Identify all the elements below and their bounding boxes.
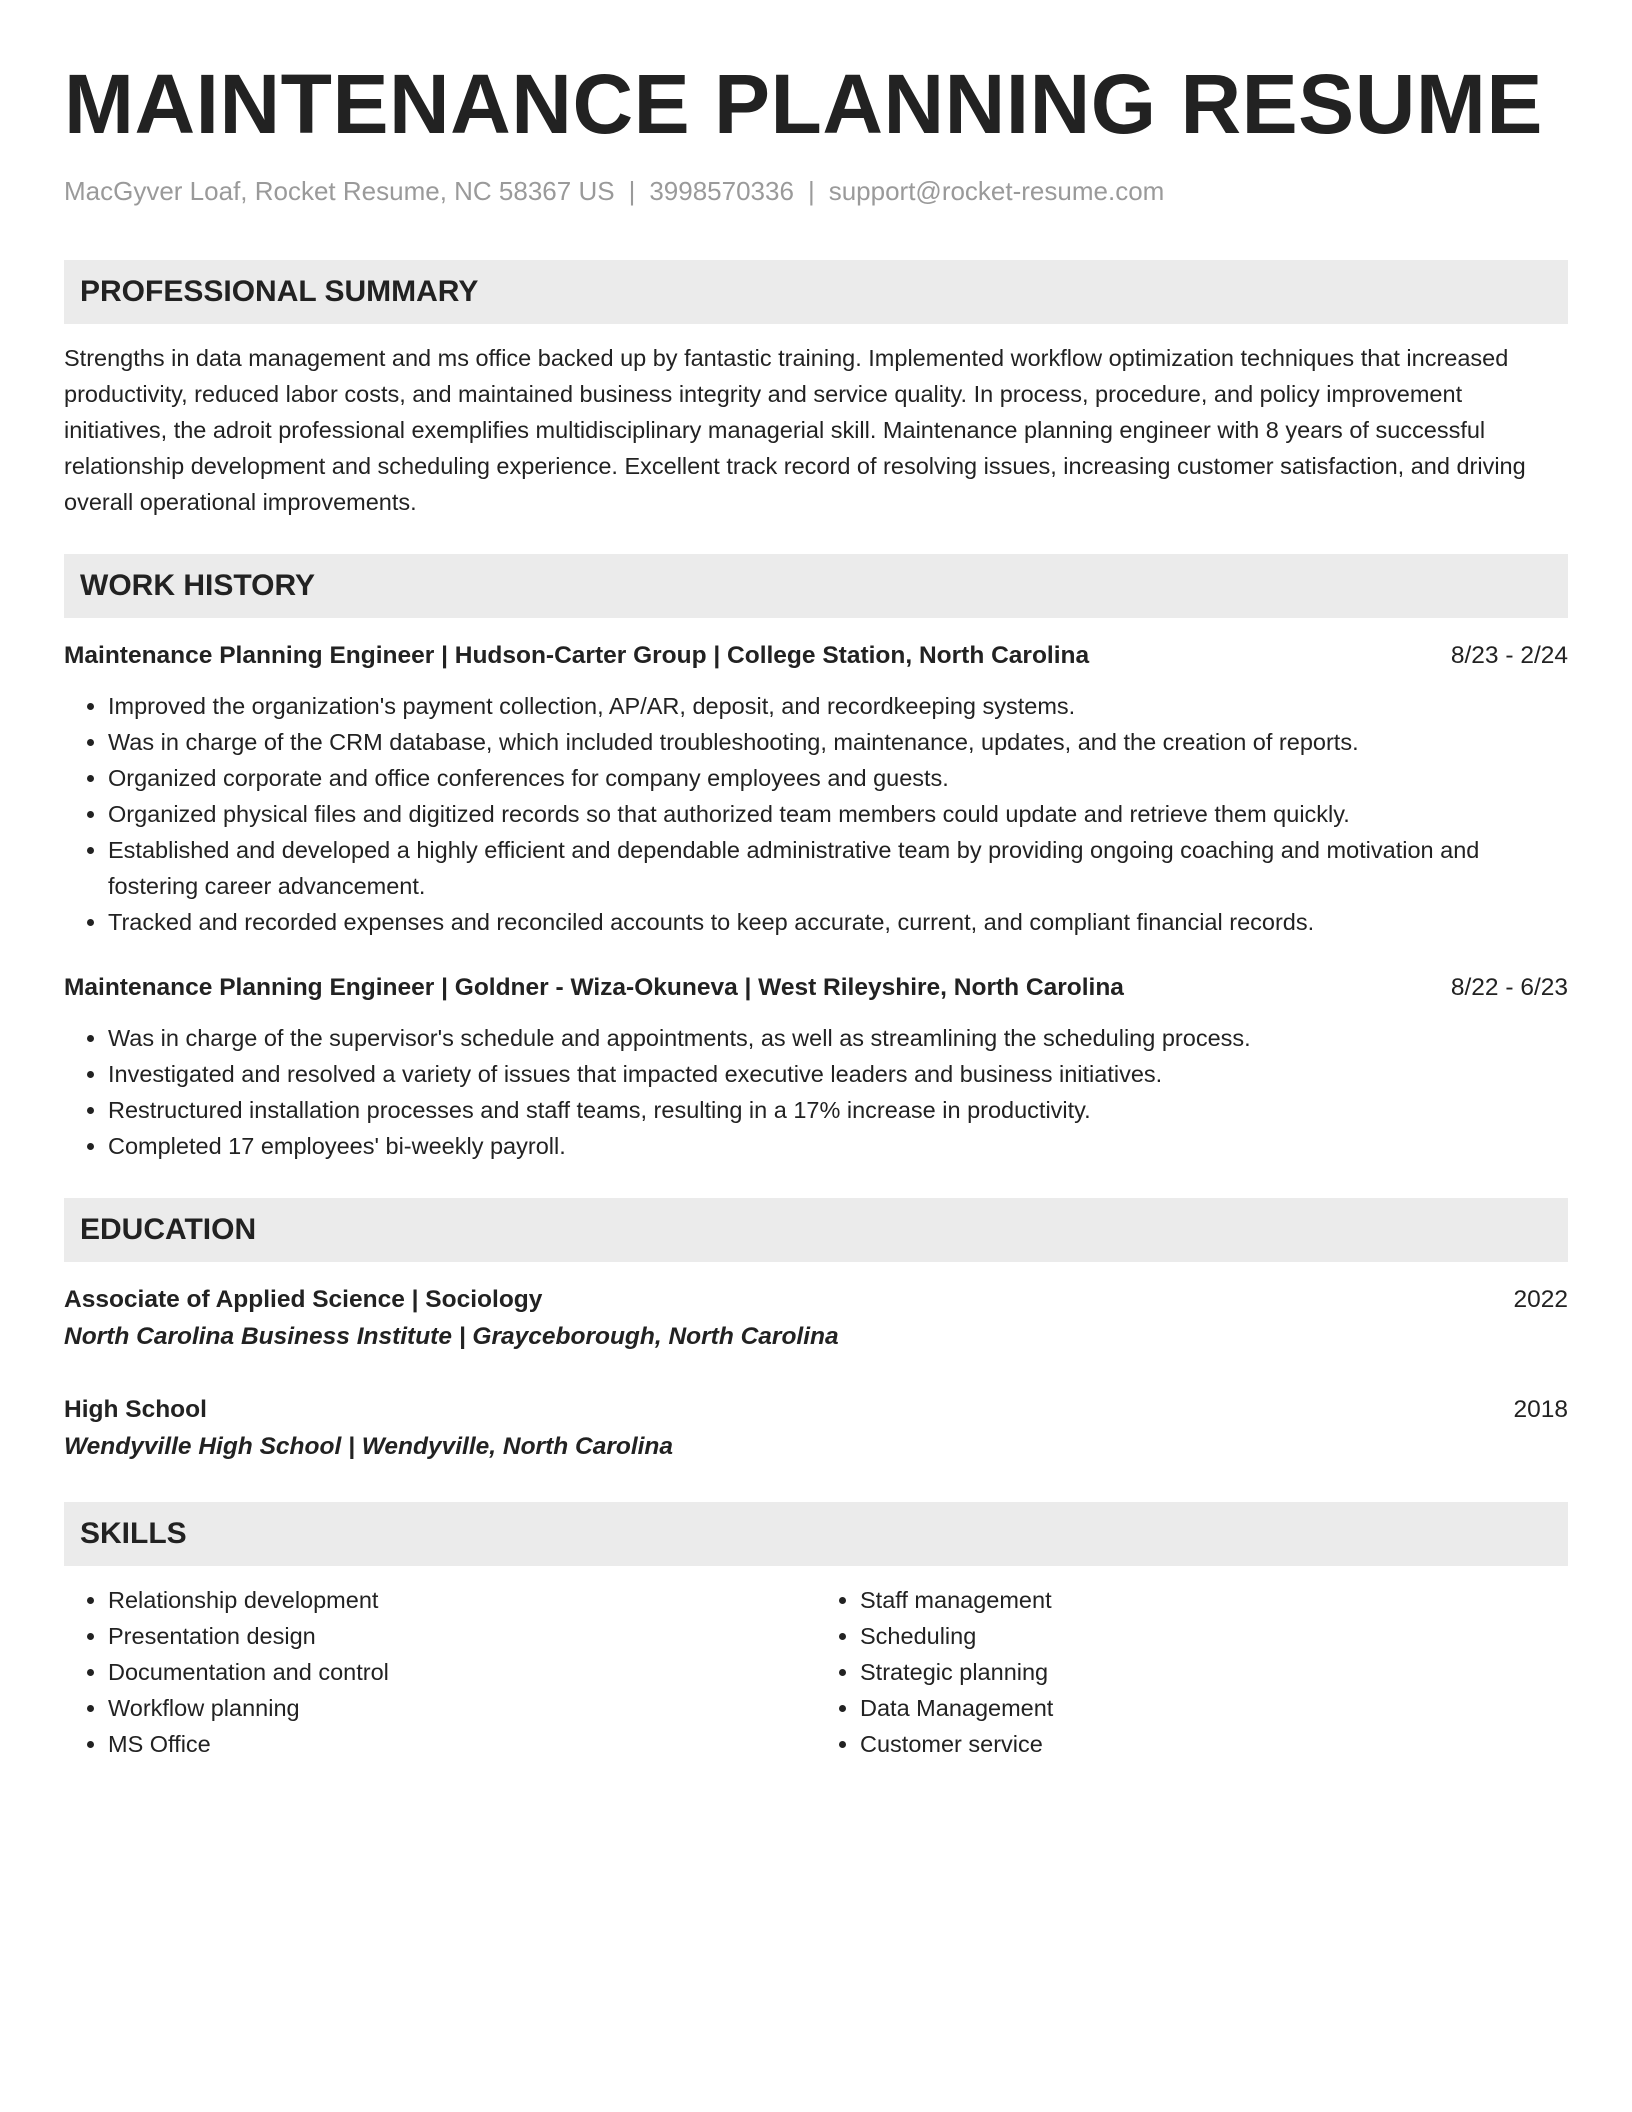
skill-item: • Presentation design bbox=[108, 1618, 816, 1654]
job-title: Maintenance Planning Engineer | Hudson-Carter Group | College Station, North Carolina bbox=[64, 642, 1090, 669]
education-school: Wendyville High School | Wendyville, North Carolina bbox=[64, 1433, 674, 1460]
summary-text: Strengths in data management and ms office backed up by fantastic training. Implemented workflow optimization techniques that increased productivity, reduced labor costs, and maintained business integrity and service quality. In process, procedure, and policy improvement initiatives, the adroit professional exemplifies multidisciplinary managerial skill. Maintenance planning engineer with 8 years of successful relationship development and scheduling experience. Excellent track record of resolving issues, increasing customer satisfaction, and driving overall operational improvements. bbox=[64, 345, 1526, 515]
job-bullet: • Was in charge of the CRM database, which included troubleshooting, maintenance, updates, and the creation of reports. bbox=[108, 724, 1568, 760]
education-year: 2018 bbox=[1513, 1396, 1568, 1423]
skill-item: • Data Management bbox=[860, 1690, 1568, 1726]
skill-item: • Strategic planning bbox=[860, 1654, 1568, 1690]
contact-line bbox=[64, 174, 1568, 208]
job-dates: 8/22 - 6/23 bbox=[1450, 974, 1568, 1001]
section-header-summary: PROFESSIONAL SUMMARY bbox=[64, 260, 1568, 324]
page-title: MAINTENANCE PLANNING RESUME bbox=[64, 57, 1543, 151]
job-header bbox=[64, 970, 1568, 1006]
skill-item: • Workflow planning bbox=[108, 1690, 816, 1726]
job-bullet: • Organized physical files and digitized records so that authorized team members could update and retrieve them quickly. bbox=[108, 796, 1568, 832]
job-bullet: • Completed 17 employees' bi-weekly payroll. bbox=[108, 1128, 1568, 1164]
skills-columns bbox=[64, 1582, 1568, 1762]
skills-list-left bbox=[64, 1582, 816, 1762]
job-bullets bbox=[64, 688, 1568, 940]
education-entry bbox=[64, 1392, 1568, 1466]
contact-separator: | bbox=[807, 176, 815, 206]
job-entry bbox=[64, 970, 1568, 1164]
job-bullet: • Organized corporate and office conferences for company employees and guests. bbox=[108, 760, 1568, 796]
contact-address: MacGyver Loaf, Rocket Resume, NC 58367 US bbox=[64, 176, 615, 206]
section-header-skills: SKILLS bbox=[64, 1502, 1568, 1566]
skill-item: • Relationship development bbox=[108, 1582, 816, 1618]
education-header bbox=[64, 1392, 1568, 1428]
skill-item: • MS Office bbox=[108, 1726, 816, 1762]
contact-separator: | bbox=[628, 176, 636, 206]
section-header-education: EDUCATION bbox=[64, 1198, 1568, 1262]
job-bullet: • Restructured installation processes and staff teams, resulting in a 17% increase in productivity. bbox=[108, 1092, 1568, 1128]
section-header-work-history: WORK HISTORY bbox=[64, 554, 1568, 618]
education-entry bbox=[64, 1282, 1568, 1356]
job-bullet: • Improved the organization's payment collection, AP/AR, deposit, and recordkeeping systems. bbox=[108, 688, 1568, 724]
job-header bbox=[64, 638, 1568, 674]
job-bullet: • Tracked and recorded expenses and reconciled accounts to keep accurate, current, and compliant financial records. bbox=[108, 904, 1568, 940]
contact-phone: 3998570336 bbox=[649, 176, 794, 206]
education-header bbox=[64, 1282, 1568, 1318]
job-bullet: • Investigated and resolved a variety of issues that impacted executive leaders and business initiatives. bbox=[108, 1056, 1568, 1092]
skills-list-right bbox=[816, 1582, 1568, 1762]
job-bullet: • Established and developed a highly efficient and dependable administrative team by providing ongoing coaching and motivation and fostering career advancement. bbox=[108, 832, 1568, 904]
job-title: Maintenance Planning Engineer | Goldner - Wiza-Okuneva | West Rileyshire, North Carolina bbox=[64, 974, 1124, 1001]
skill-item: • Scheduling bbox=[860, 1618, 1568, 1654]
contact-email: support@rocket-resume.com bbox=[828, 176, 1165, 206]
job-bullets bbox=[64, 1020, 1568, 1164]
education-degree: Associate of Applied Science | Sociology bbox=[64, 1286, 543, 1313]
skill-item: • Staff management bbox=[860, 1582, 1568, 1618]
skill-item: • Documentation and control bbox=[108, 1654, 816, 1690]
skill-item: • Customer service bbox=[860, 1726, 1568, 1762]
education-year: 2022 bbox=[1513, 1286, 1568, 1313]
education-degree: High School bbox=[64, 1396, 207, 1423]
job-entry bbox=[64, 638, 1568, 940]
education-school: North Carolina Business Institute | Grayceborough, North Carolina bbox=[64, 1323, 839, 1350]
job-dates: 8/23 - 2/24 bbox=[1450, 642, 1568, 669]
job-bullet: • Was in charge of the supervisor's schedule and appointments, as well as streamlining the scheduling process. bbox=[108, 1020, 1568, 1056]
